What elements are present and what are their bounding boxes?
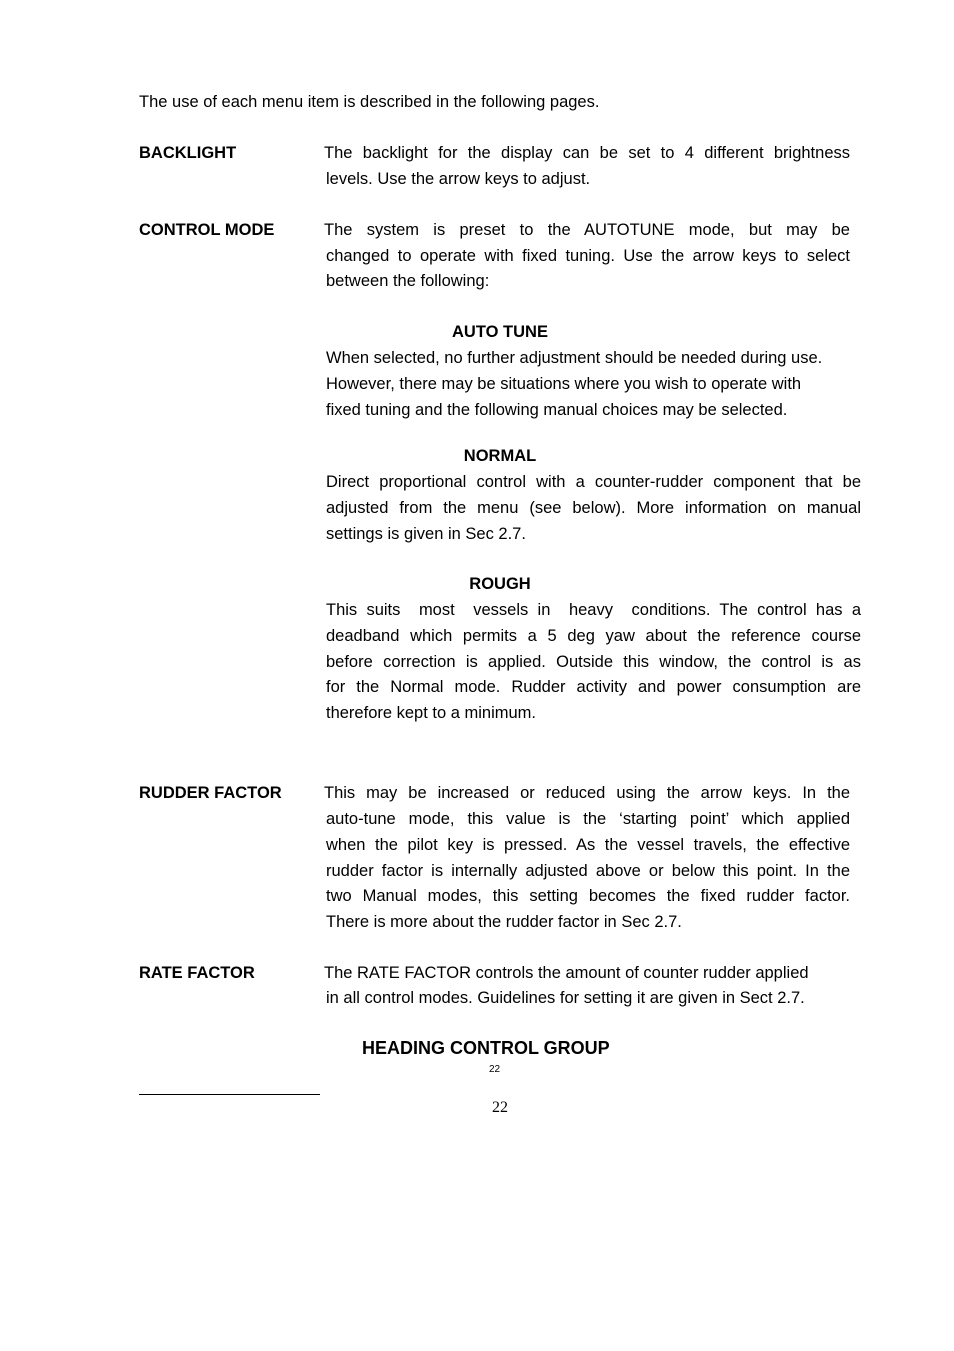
backlight-term: BACKLIGHT [139, 144, 237, 162]
page-number: 22 [492, 1099, 508, 1116]
auto-tune-title: AUTO TUNE [452, 323, 548, 341]
normal-title: NORMAL [463, 447, 537, 465]
rate-factor-term: RATE FACTOR [139, 964, 255, 982]
backlight-line-1: The backlight for the display can be set to 4 different brightness [324, 144, 850, 162]
normal-line-3: settings is given in Sec 2.7. [326, 525, 526, 543]
rough-line-3: before correction is applied. Outside this window, the control is as [326, 653, 861, 671]
rough-line-2: deadband which permits a 5 deg yaw about the reference course [326, 627, 861, 645]
group-heading: HEADING CONTROL GROUP [362, 1038, 610, 1058]
auto-tune-line-3: fixed tuning and the following manual choices may be selected. [326, 401, 788, 419]
control-mode-line-1: The system is preset to the AUTOTUNE mode, but may be [324, 221, 850, 239]
control-mode-line-2: changed to operate with fixed tuning. Use the arrow keys to select [326, 247, 850, 265]
rough-line-5: therefore kept to a minimum. [326, 704, 537, 722]
rudder-factor-line-1: This may be increased or reduced using the arrow keys. In the [324, 784, 850, 802]
auto-tune-line-1: When selected, no further adjustment should be needed during use. [326, 349, 823, 367]
rudder-factor-line-3: when the pilot key is pressed. As the vessel travels, the effective [326, 836, 850, 854]
control-mode-line-3: between the following: [326, 272, 490, 290]
rudder-factor-line-5: two Manual modes, this setting becomes the fixed rudder factor. [326, 887, 850, 905]
rudder-factor-line-6: There is more about the rudder factor in Sec 2.7. [326, 913, 682, 931]
rough-line-4: for the Normal mode. Rudder activity and power consumption are [326, 678, 861, 696]
rough-title: ROUGH [469, 575, 531, 593]
rudder-factor-line-4: rudder factor is internally adjusted above or below this point. In the [326, 862, 850, 880]
rate-factor-line-2: in all control modes. Guidelines for setting it are given in Sect 2.7. [326, 989, 805, 1007]
rate-factor-line-1: The RATE FACTOR controls the amount of counter rudder applied [324, 964, 809, 982]
control-mode-term: CONTROL MODE [139, 221, 275, 239]
backlight-line-2: levels. Use the arrow keys to adjust. [326, 170, 591, 188]
auto-tune-line-2: However, there may be situations where you wish to operate with [326, 375, 802, 393]
rudder-factor-term: RUDDER FACTOR [139, 784, 282, 802]
normal-line-1: Direct proportional control with a counter-rudder component that be [326, 473, 861, 491]
rudder-factor-line-2: auto-tune mode, this value is the ‘starting point’ which applied [326, 810, 850, 828]
normal-line-2: adjusted from the menu (see below). More information on manual [326, 499, 861, 517]
rough-line-1: This suits most vessels in heavy conditions. The control has a [326, 601, 861, 619]
intro-text: The use of each menu item is described in the following pages. [139, 93, 600, 111]
footnote-rule [139, 1094, 320, 1095]
footnote-mark: 22 [489, 1064, 501, 1075]
